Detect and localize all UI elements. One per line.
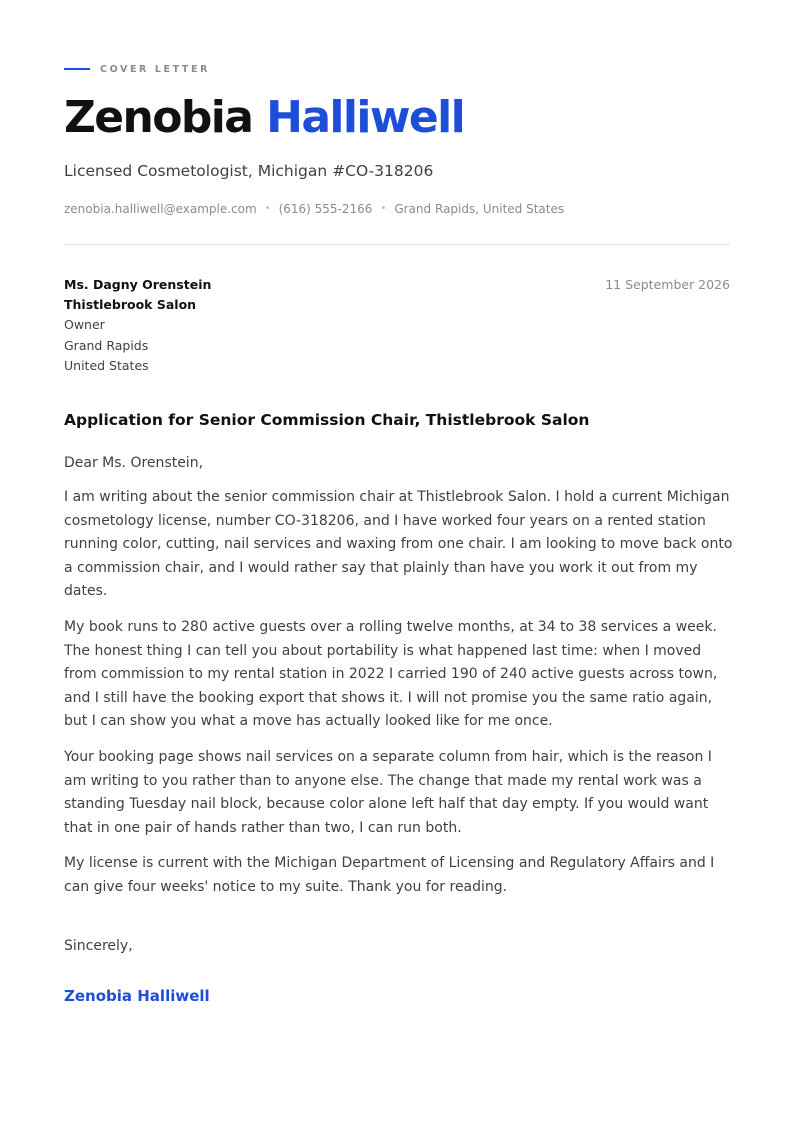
contact-separator: •	[264, 203, 271, 214]
applicant-name	[64, 82, 464, 154]
contact-line	[64, 200, 564, 218]
recipient-name: Ms. Dagny Orenstein	[64, 277, 212, 292]
body-paragraph: My book runs to 280 active guests over a rolling twelve months, at 34 to 38 services a week. The honest thing I can tell you about portability is what happened last time: when I moved from commission to my rental station in 2022 I carried 190 of 240 active guests across town, and I still have the booking export that shows it. I will not promise you the same ratio again, but I can show you what a move has actually looked like for me once.	[64, 618, 718, 730]
letter-salutation: Dear Ms. Orenstein,	[64, 455, 204, 471]
body-paragraph: I am writing about the senior commission chair at Thistlebrook Salon. I hold a current Michigan cosmetology license, number CO-318206, and I have worked four years on a rented station running color, cutting, nail services and waxing from one chair. I am looking to move back onto a commission chair, and I would rather say that plainly than have you work it out from my dates.	[64, 489, 733, 600]
body-paragraph: Your booking page shows nail services on a separate column from hair, which is the reason I am writing to you rather than to anyone else. The change that made my rental work was a standing Tuesday nail block, because color alone left half that day empty. If you would want that in one pair of hands rather than two, I can run both.	[64, 748, 712, 836]
recipient-block	[64, 275, 211, 376]
contact-phone: (616) 555-2166	[278, 202, 373, 216]
contact-email: zenobia.halliwell@example.com	[64, 202, 257, 216]
letter-closing: Sincerely,	[64, 938, 133, 954]
applicant-headline: Licensed Cosmetologist, Michigan #CO-318206	[64, 162, 434, 180]
letter-signature: Zenobia Halliwell	[64, 987, 210, 1005]
header-divider	[64, 244, 730, 245]
eyebrow-label: COVER LETTER	[100, 63, 210, 75]
recipient-city: Grand Rapids	[64, 337, 149, 353]
letter-body	[64, 486, 736, 912]
body-paragraph: My license is current with the Michigan Department of Licensing and Regulatory Affairs and I can give four weeks' notice to my suite. Thank you for reading.	[64, 855, 715, 895]
contact-location: Grand Rapids, United States	[394, 202, 565, 216]
recipient-title: Owner	[64, 317, 105, 333]
applicant-first-name: Zenobia	[64, 92, 253, 143]
recipient-country: United States	[64, 357, 149, 373]
recipient-company: Thistlebrook Salon	[64, 297, 197, 313]
letter-date: 11 September 2026	[605, 277, 730, 292]
eyebrow	[64, 62, 210, 76]
contact-separator: •	[380, 203, 387, 214]
letter-subject: Application for Senior Commission Chair, Thistlebrook Salon	[64, 411, 590, 429]
eyebrow-accent-rule	[64, 68, 90, 70]
applicant-last-name: Halliwell	[266, 92, 465, 143]
